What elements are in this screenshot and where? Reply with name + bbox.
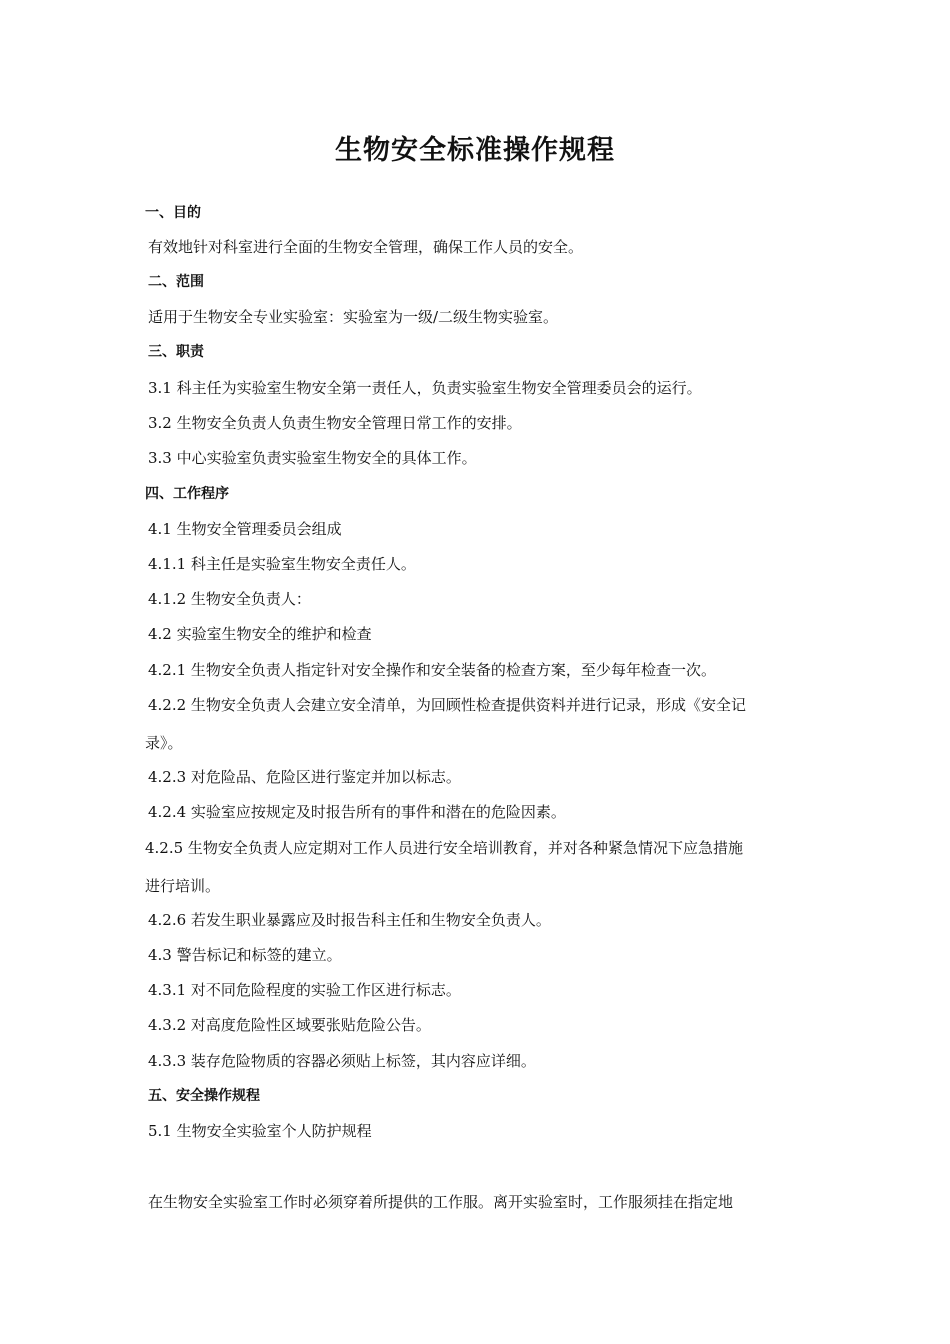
- heading-purpose: 一、目的: [145, 205, 201, 221]
- heading-duties: 三、职责: [148, 344, 204, 360]
- paragraph-5-1: 在生物安全实验室工作时必须穿着所提供的工作服。离开实验室时，工作服须挂在指定地: [148, 1193, 734, 1211]
- paragraph-purpose: 有效地针对科室进行全面的生物安全管理，确保工作人员的安全。: [148, 238, 584, 256]
- item-4-2-6: 4.2.6 若发生职业暴露应及时报告科主任和生物安全负责人。: [148, 911, 551, 929]
- document-title: 生物安全标准操作规程: [335, 135, 615, 166]
- item-4-2-1: 4.2.1 生物安全负责人指定针对安全操作和安全装备的检查方案，至少每年检查一次。: [148, 661, 716, 679]
- item-4-2-5-cont: 进行培训。: [145, 877, 221, 895]
- item-4-3: 4.3 警告标记和标签的建立。: [148, 946, 342, 964]
- heading-procedure: 四、工作程序: [145, 486, 229, 502]
- item-3-2: 3.2 生物安全负责人负责生物安全管理日常工作的安排。: [148, 414, 522, 432]
- item-4-2-5: 4.2.5 生物安全负责人应定期对工作人员进行安全培训教育，并对各种紧急情况下应急措施: [145, 839, 743, 857]
- item-4-2-3: 4.2.3 对危险品、危险区进行鉴定并加以标志。: [148, 768, 461, 786]
- item-4-2-4: 4.2.4 实验室应按规定及时报告所有的事件和潜在的危险因素。: [148, 803, 566, 821]
- item-4-1: 4.1 生物安全管理委员会组成: [148, 520, 342, 538]
- item-5-1: 5.1 生物安全实验室个人防护规程: [148, 1122, 372, 1140]
- item-4-2-2-cont: 录》。: [145, 734, 183, 752]
- paragraph-scope: 适用于生物安全专业实验室：实验室为一级/二级生物实验室。: [148, 308, 559, 326]
- item-4-3-2: 4.3.2 对高度危险性区域要张贴危险公告。: [148, 1016, 431, 1034]
- item-3-3: 3.3 中心实验室负责实验室生物安全的具体工作。: [148, 449, 477, 467]
- item-4-2: 4.2 实验室生物安全的维护和检查: [148, 625, 372, 643]
- item-4-3-1: 4.3.1 对不同危险程度的实验工作区进行标志。: [148, 981, 461, 999]
- item-4-3-3: 4.3.3 装存危险物质的容器必须贴上标签，其内容应详细。: [148, 1052, 536, 1070]
- heading-scope: 二、范围: [148, 274, 204, 290]
- heading-safety-rules: 五、安全操作规程: [148, 1088, 260, 1104]
- item-3-1: 3.1 科主任为实验室生物安全第一责任人，负责实验室生物安全管理委员会的运行。: [148, 379, 702, 397]
- item-4-1-2: 4.1.2 生物安全负责人：: [148, 590, 311, 608]
- item-4-2-2: 4.2.2 生物安全负责人会建立安全清单，为回顾性检查提供资料并进行记录，形成《安全记: [148, 696, 746, 714]
- item-4-1-1: 4.1.1 科主任是实验室生物安全责任人。: [148, 555, 416, 573]
